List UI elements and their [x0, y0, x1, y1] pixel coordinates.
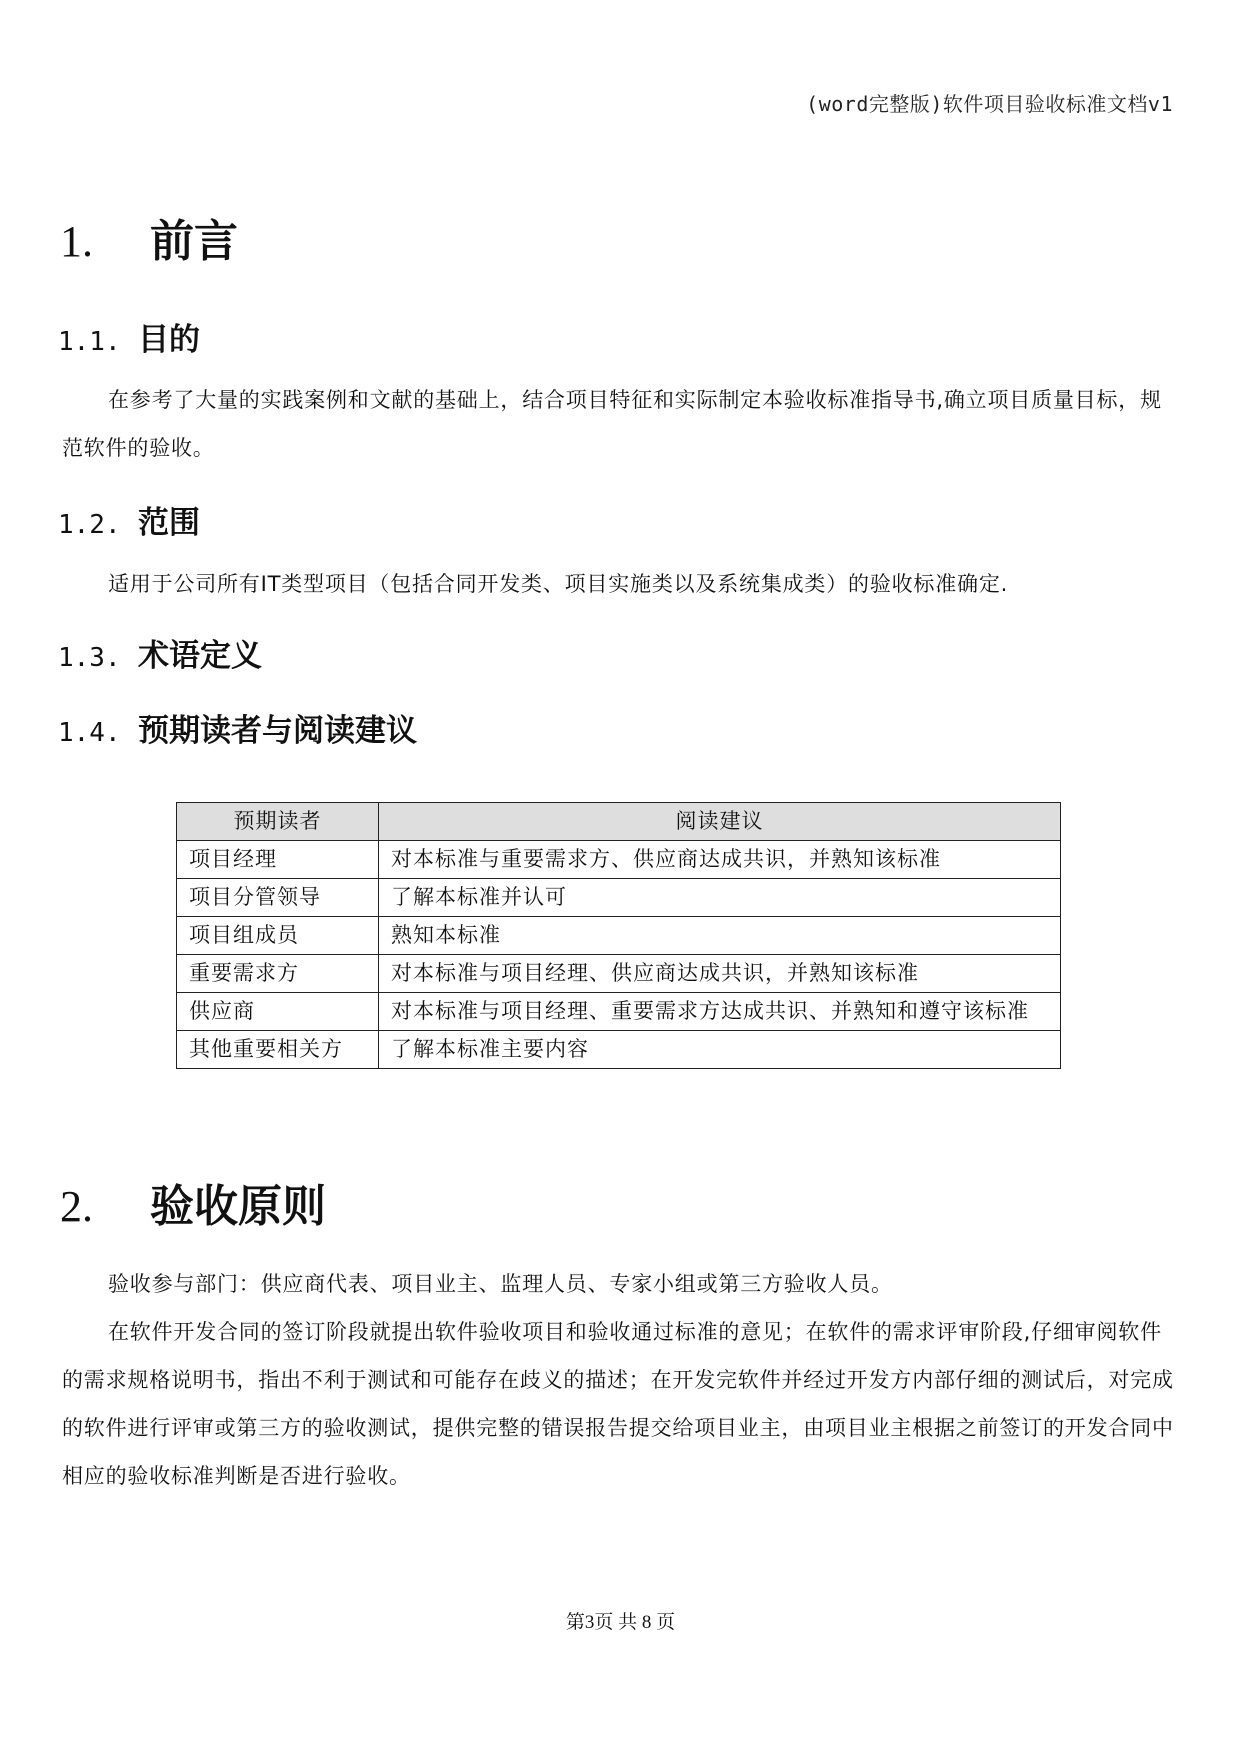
table-cell: 对本标准与项目经理、供应商达成共识，并熟知该标准 — [379, 955, 1061, 993]
section-1-4-number: 1.4. — [58, 718, 121, 748]
section-1-title: 前言 — [150, 216, 238, 267]
section-1-2-title: 范围 — [138, 505, 200, 541]
table-cell: 对本标准与项目经理、重要需求方达成共识、并熟知和遵守该标准 — [379, 993, 1061, 1031]
table-row — [177, 879, 1061, 917]
section-2-number: 2. — [60, 1182, 93, 1231]
section-1-1-heading — [58, 314, 200, 359]
section-1-heading — [60, 205, 238, 269]
table-header-cell: 阅读建议 — [379, 803, 1061, 841]
table-cell: 项目分管领导 — [177, 879, 379, 917]
table-row — [177, 841, 1061, 879]
section-2-paragraph-2: 在软件开发合同的签订阶段就提出软件验收项目和验收通过标准的意见；在软件的需求评审阶段,仔细审阅软件的需求规格说明书，指出不利于测试和可能存在歧义的描述；在开发完软件并经过开发方内部仔细的测试后，对完成的软件进行评审或第三方的验收测试，提供完整的错误报告提交给项目业主，由项目业主根据之前签订的开发合同中相应的验收标准判断是否进行验收。 — [62, 1320, 1174, 1488]
table-cell: 熟知本标准 — [379, 917, 1061, 955]
section-2-title: 验收原则 — [150, 1181, 326, 1232]
table-cell: 重要需求方 — [177, 955, 379, 993]
table-row — [177, 993, 1061, 1031]
section-1-3-number: 1.3. — [58, 643, 121, 673]
table-cell: 对本标准与重要需求方、供应商达成共识，并熟知该标准 — [379, 841, 1061, 879]
section-1-4-title: 预期读者与阅读建议 — [138, 713, 417, 749]
page-header: (word完整版)软件项目验收标准文档v1 — [806, 92, 1173, 116]
section-1-3-title: 术语定义 — [138, 638, 262, 674]
section-1-1-paragraph: 在参考了大量的实践案例和文献的基础上，结合项目特征和实际制定本验收标准指导书,确立项目质量目标，规范软件的验收。 — [62, 388, 1162, 460]
table-cell: 其他重要相关方 — [177, 1031, 379, 1069]
section-1-1-number: 1.1. — [58, 327, 121, 357]
section-1-2-heading — [58, 497, 200, 542]
table-cell: 供应商 — [177, 993, 379, 1031]
table-cell: 了解本标准并认可 — [379, 879, 1061, 917]
table-row — [177, 917, 1061, 955]
readers-table — [176, 802, 1061, 1069]
section-2-heading — [60, 1170, 326, 1234]
table-cell: 项目经理 — [177, 841, 379, 879]
table-row — [177, 1031, 1061, 1069]
table-cell: 了解本标准主要内容 — [379, 1031, 1061, 1069]
table-header-row — [177, 803, 1061, 841]
section-1-1-title: 目的 — [138, 322, 200, 358]
section-2-paragraph-1: 验收参与部门：供应商代表、项目业主、监理人员、专家小组或第三方验收人员。 — [108, 1272, 893, 1296]
section-1-4-heading — [58, 705, 417, 750]
table-cell: 项目组成员 — [177, 917, 379, 955]
section-1-2-number: 1.2. — [58, 510, 121, 540]
section-1-number: 1. — [60, 217, 93, 266]
section-1-3-heading — [58, 630, 262, 675]
table-row — [177, 955, 1061, 993]
section-1-2-paragraph: 适用于公司所有IT类型项目（包括合同开发类、项目实施类以及系统集成类）的验收标准确定. — [108, 572, 1009, 596]
table-header-cell: 预期读者 — [177, 803, 379, 841]
page-footer: 第3页 共 8 页 — [565, 1612, 676, 1633]
